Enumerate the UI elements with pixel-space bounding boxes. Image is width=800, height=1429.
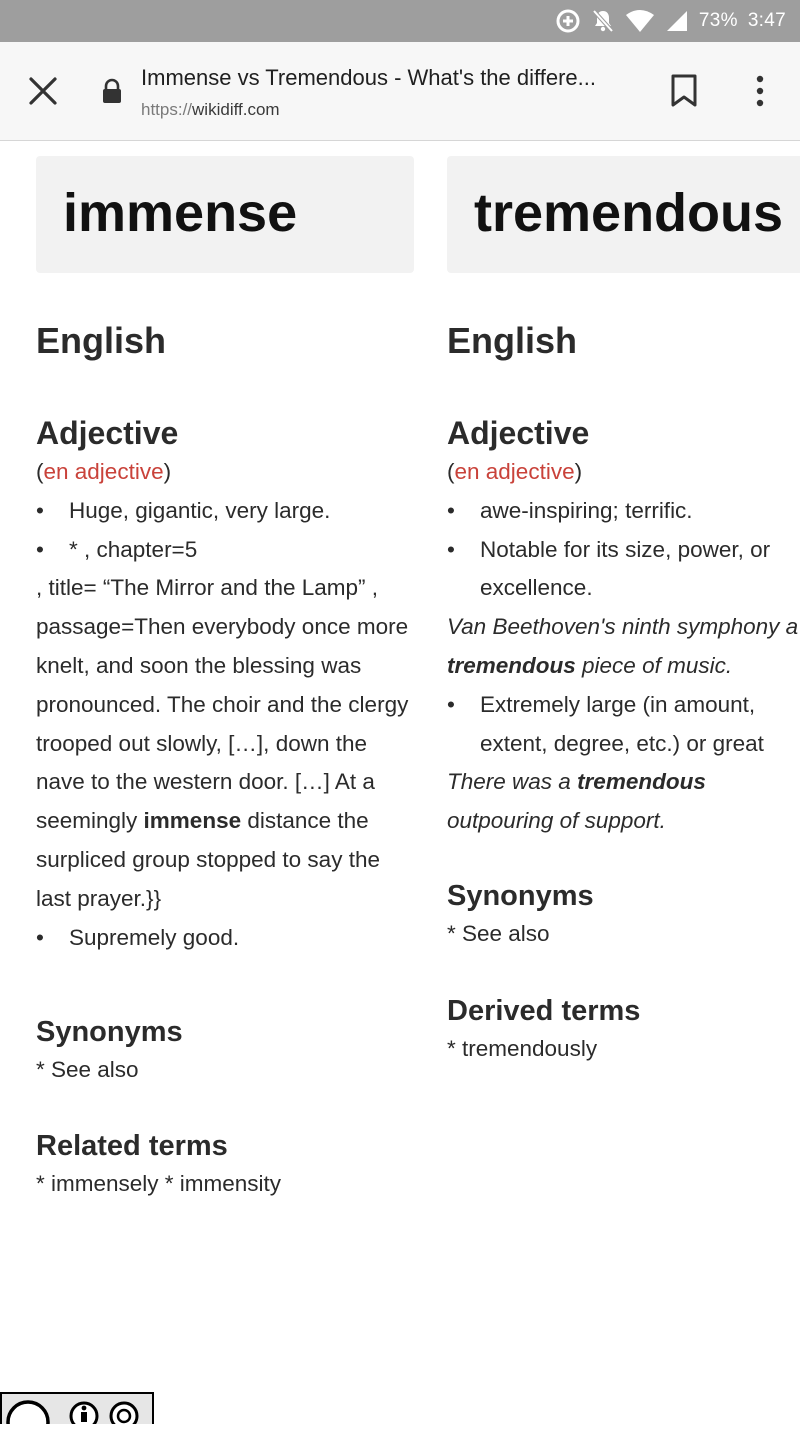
quote-text-end: distance the surpliced group stopped to say the last prayer.}} (36, 808, 380, 911)
comparison-content (0, 141, 800, 1422)
url-scheme: https:// (141, 100, 193, 119)
sense-item: • * , chapter=5 (36, 531, 414, 570)
quote-highlight: immense (143, 808, 242, 834)
sense-item: • Supremely good. (36, 919, 414, 958)
example-text-end: outpouring of support. (447, 808, 666, 834)
cc-license-badge[interactable] (0, 1392, 154, 1424)
url-domain: wikidiff.com (192, 100, 280, 119)
language-heading: English (447, 320, 578, 361)
notifications-off-icon (591, 8, 615, 34)
close-button[interactable] (26, 74, 60, 108)
wifi-icon (625, 9, 655, 33)
derived-terms-heading: Derived terms (447, 994, 641, 1027)
synonyms-heading: Synonyms (36, 1016, 183, 1049)
bookmark-icon[interactable] (666, 72, 702, 110)
example-highlight: tremendous (447, 652, 576, 678)
example-text: There was a (447, 769, 578, 795)
sense-item: • Notable for its size, power, or excellence. (447, 531, 800, 609)
example-highlight: tremendous (577, 769, 706, 795)
related-terms-text: * immensely * immensity (36, 1171, 282, 1197)
usage-example (447, 608, 800, 686)
en-adjective-link[interactable]: en adjective (454, 459, 575, 484)
left-column (36, 141, 414, 1204)
pos-heading: Adjective (447, 415, 590, 451)
lock-icon (101, 78, 123, 109)
example-text: Van Beethoven's ninth symphony a (447, 614, 799, 640)
sense-item: • awe-inspiring; terrific. (447, 492, 800, 531)
status-icons (555, 0, 786, 42)
battery-level: 73% (698, 10, 738, 31)
language-heading: English (36, 320, 167, 361)
template-line (36, 453, 414, 492)
usage-example (447, 763, 800, 841)
sense-item: • Huge, gigantic, very large. (36, 492, 414, 531)
right-column (447, 141, 800, 1069)
template-line (447, 453, 800, 492)
close-icon[interactable] (26, 74, 60, 108)
en-adjective-link[interactable]: en adjective (43, 459, 164, 484)
signal-icon (665, 9, 689, 33)
quotation (36, 569, 414, 918)
term-heading-immense: immense (36, 156, 414, 273)
clock: 3:47 (747, 10, 786, 31)
derived-terms-text: * tremendously (447, 1035, 598, 1061)
cc-license-icon (2, 1394, 152, 1424)
pos-heading: Adjective (36, 415, 179, 451)
sense-item: • Extremely large (in amount, extent, degree, etc.) or great (447, 686, 800, 764)
quote-text: , title= “The Mirror and the Lamp” , passage=Then everybody once more knelt, and soon the blessing was pronounced. The choir and the clergy trooped out slowly, […], down the nave to the western door. […] At a seemingly (36, 575, 409, 834)
term-heading-tremendous: tremendous (447, 156, 800, 273)
status-bar (0, 0, 800, 42)
example-text-end: piece of music. (575, 652, 733, 678)
browser-toolbar (0, 42, 800, 141)
related-terms-heading: Related terms (36, 1130, 228, 1163)
paren-close: ) (574, 459, 583, 484)
bookmark-button[interactable] (666, 72, 702, 115)
paren-open: ( (36, 459, 44, 484)
url[interactable] (141, 100, 280, 120)
synonyms-text: * See also (447, 920, 550, 946)
synonyms-heading: Synonyms (447, 879, 594, 912)
page-title[interactable]: Immense vs Tremendous - What's the differe... (141, 65, 596, 90)
paren-close: ) (163, 459, 172, 484)
data-saver-icon (555, 8, 581, 34)
more-menu-button[interactable] (748, 72, 772, 115)
paren-open: ( (447, 459, 455, 484)
synonyms-text: * See also (36, 1057, 139, 1083)
more-vert-icon[interactable] (748, 72, 772, 110)
